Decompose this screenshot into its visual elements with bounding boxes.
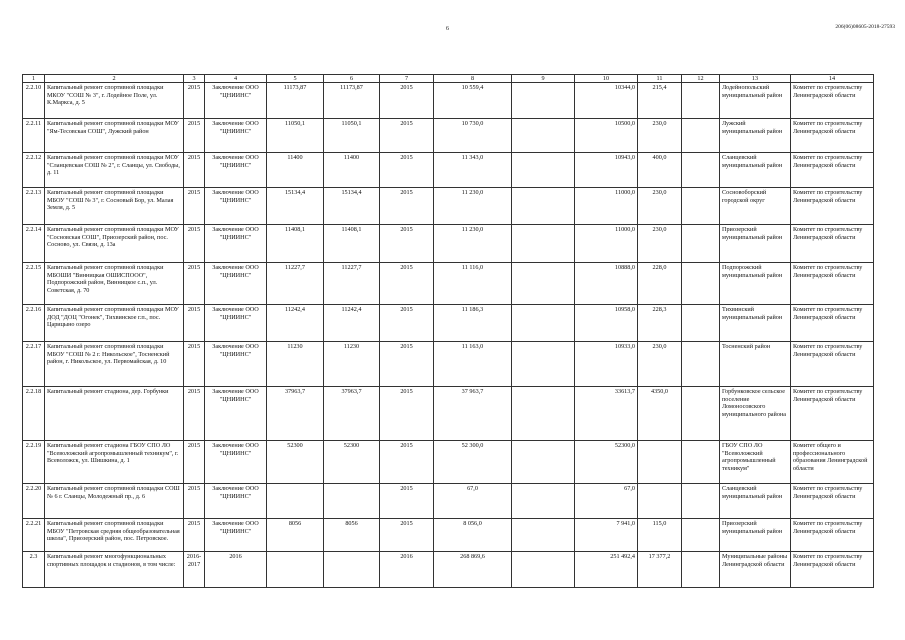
cell-c9 — [512, 153, 575, 188]
cell-c8: 11 116,0 — [434, 263, 512, 305]
cell-c9 — [512, 119, 575, 153]
cell-c8: 37 963,7 — [434, 387, 512, 441]
cell-c11: 115,0 — [638, 519, 682, 552]
cell-c5: 15134,4 — [267, 188, 324, 225]
table-row — [23, 441, 874, 484]
cell-name: Капитальный ремонт спортивной площадки МБОУ "Петровская средняя общеобразовательная школа", Приозерский район, пос. Петровское. — [45, 519, 184, 552]
cell-c8: 11 230,0 — [434, 225, 512, 263]
cell-c6: 11400 — [324, 153, 380, 188]
column-header-7: 7 — [380, 75, 434, 83]
cell-c12 — [682, 342, 720, 387]
cell-c12 — [682, 153, 720, 188]
table-row — [23, 83, 874, 119]
cell-customer: Комитет по строительству Ленинградской области — [791, 305, 874, 342]
cell-customer: Комитет общего и профессионального образования Ленинградской области — [791, 441, 874, 484]
cell-c9 — [512, 484, 575, 519]
cell-name: Капитальный ремонт стадиона ГБОУ СПО ЛО "Всеволожский агропромышленный техникум", г. Всеволожск, ул. Шишкина, д. 1 — [45, 441, 184, 484]
cell-c11: 228,3 — [638, 305, 682, 342]
column-header-5: 5 — [267, 75, 324, 83]
cell-c12 — [682, 119, 720, 153]
cell-c10: 10888,0 — [575, 263, 638, 305]
cell-district: Тихвинский муниципальный район — [720, 305, 791, 342]
table-row — [23, 342, 874, 387]
cell-year: 2015 — [184, 225, 205, 263]
column-header-12: 12 — [682, 75, 720, 83]
cell-year: 2015 — [184, 119, 205, 153]
cell-name: Капитальный ремонт спортивной площадки МБОУ "СОШ № 2 г. Никольское", Тосненский район, г. Никольское, ул. Первомайская, д. 10 — [45, 342, 184, 387]
cell-c5 — [267, 552, 324, 588]
cell-executor: Заключение ООО "ЦНИИНС" — [205, 263, 267, 305]
cell-c6: 11173,87 — [324, 83, 380, 119]
cell-c5: 11400 — [267, 153, 324, 188]
cell-c5: 52300 — [267, 441, 324, 484]
cell-name: Капитальный ремонт спортивной площадки МОУ "Сланцевская СОШ № 2", г. Сланцы, ул. Свободы, д. 11 — [45, 153, 184, 188]
cell-c11: 17 377,2 — [638, 552, 682, 588]
cell-customer: Комитет по строительству Ленинградской области — [791, 119, 874, 153]
table-row — [23, 552, 874, 588]
cell-c12 — [682, 263, 720, 305]
cell-c9 — [512, 225, 575, 263]
cell-c7: 2015 — [380, 484, 434, 519]
cell-c10: 10958,0 — [575, 305, 638, 342]
cell-customer: Комитет по строительству Ленинградской области — [791, 484, 874, 519]
cell-c7: 2015 — [380, 441, 434, 484]
cell-district: Лодейнопольский муниципальный район — [720, 83, 791, 119]
table-row — [23, 484, 874, 519]
cell-c12 — [682, 441, 720, 484]
cell-c8: 8 056,0 — [434, 519, 512, 552]
cell-year: 2016-2017 — [184, 552, 205, 588]
cell-c9 — [512, 519, 575, 552]
cell-c7: 2015 — [380, 119, 434, 153]
column-header-10: 10 — [575, 75, 638, 83]
cell-id: 2.2.18 — [23, 387, 45, 441]
cell-c9 — [512, 552, 575, 588]
cell-c11: 230,0 — [638, 225, 682, 263]
cell-district: Горбунковское сельское поселение Ломоносовского муниципального района — [720, 387, 791, 441]
cell-c5: 11227,7 — [267, 263, 324, 305]
cell-customer: Комитет по строительству Ленинградской области — [791, 83, 874, 119]
cell-c5: 11242,4 — [267, 305, 324, 342]
cell-c10: 10500,0 — [575, 119, 638, 153]
cell-c9 — [512, 441, 575, 484]
cell-customer: Комитет по строительству Ленинградской области — [791, 342, 874, 387]
cell-c10: 33613,7 — [575, 387, 638, 441]
cell-c8: 11 343,0 — [434, 153, 512, 188]
cell-c7: 2015 — [380, 83, 434, 119]
cell-district: Приозерский муниципальный район — [720, 225, 791, 263]
cell-c10: 52300,0 — [575, 441, 638, 484]
cell-id: 2.2.13 — [23, 188, 45, 225]
cell-c6: 11230 — [324, 342, 380, 387]
column-header-4: 4 — [205, 75, 267, 83]
cell-c11: 4350,0 — [638, 387, 682, 441]
cell-name: Капитальный ремонт спортивной площадки МБОУ "СОШ № 3", г. Сосновый Бор, ул. Малая Земля, д. 5 — [45, 188, 184, 225]
cell-c6: 52300 — [324, 441, 380, 484]
cell-c8: 11 230,0 — [434, 188, 512, 225]
cell-district: Сосновоборский городской округ — [720, 188, 791, 225]
table-row — [23, 153, 874, 188]
cell-district: Муниципальные районы Ленинградской области — [720, 552, 791, 588]
column-header-13: 13 — [720, 75, 791, 83]
cell-c5: 11230 — [267, 342, 324, 387]
cell-year: 2015 — [184, 263, 205, 305]
table-row — [23, 305, 874, 342]
cell-c11: 215,4 — [638, 83, 682, 119]
cell-year: 2015 — [184, 387, 205, 441]
cell-c10: 10933,0 — [575, 342, 638, 387]
cell-c6: 11227,7 — [324, 263, 380, 305]
cell-executor: Заключение ООО "ЦНИИНС" — [205, 188, 267, 225]
column-header-2: 2 — [45, 75, 184, 83]
cell-name: Капитальный ремонт спортивной площадки СОШ № 6 г. Сланцы, Молодежный пр., д. 6 — [45, 484, 184, 519]
cell-customer: Комитет по строительству Ленинградской области — [791, 263, 874, 305]
cell-c10: 10344,0 — [575, 83, 638, 119]
cell-district: Сланцевский муниципальный район — [720, 484, 791, 519]
cell-id: 2.2.19 — [23, 441, 45, 484]
cell-name: Капитальный ремонт спортивной площадки МОУ "Сосновская СОШ", Приозерский район, пос. Сосново, ул. Связи, д. 13а — [45, 225, 184, 263]
cell-id: 2.2.14 — [23, 225, 45, 263]
cell-c9 — [512, 387, 575, 441]
cell-year: 2015 — [184, 342, 205, 387]
cell-id: 2.2.16 — [23, 305, 45, 342]
program-table — [22, 74, 874, 588]
cell-id: 2.2.12 — [23, 153, 45, 188]
cell-c5: 11173,87 — [267, 83, 324, 119]
cell-c11: 400,0 — [638, 153, 682, 188]
cell-district: Подпорожский муниципальный район — [720, 263, 791, 305]
cell-customer: Комитет по строительству Ленинградской области — [791, 387, 874, 441]
cell-executor: Заключение ООО "ЦНИИНС" — [205, 519, 267, 552]
column-header-9: 9 — [512, 75, 575, 83]
cell-c8: 67,0 — [434, 484, 512, 519]
cell-year: 2015 — [184, 484, 205, 519]
cell-c10: 67,0 — [575, 484, 638, 519]
cell-district: Лужский муниципальный район — [720, 119, 791, 153]
table-row — [23, 263, 874, 305]
cell-c12 — [682, 519, 720, 552]
cell-c7: 2015 — [380, 305, 434, 342]
cell-c6: 8056 — [324, 519, 380, 552]
cell-executor: 2016 — [205, 552, 267, 588]
cell-c5: 11050,1 — [267, 119, 324, 153]
cell-c7: 2015 — [380, 225, 434, 263]
cell-id: 2.2.20 — [23, 484, 45, 519]
cell-executor: Заключение ООО "ЦНИИНС" — [205, 484, 267, 519]
cell-executor: Заключение ООО "ЦНИИНС" — [205, 83, 267, 119]
cell-name: Капитальный ремонт спортивной площадки МОУ "Ям-Тесовская СОШ", Лужский район — [45, 119, 184, 153]
column-header-1: 1 — [23, 75, 45, 83]
cell-id: 2.3 — [23, 552, 45, 588]
cell-c6 — [324, 552, 380, 588]
column-header-11: 11 — [638, 75, 682, 83]
header-row — [23, 75, 874, 83]
cell-executor: Заключение ООО "ЦНИИНС" — [205, 153, 267, 188]
cell-c11: 230,0 — [638, 119, 682, 153]
table-row — [23, 188, 874, 225]
cell-c6: 11050,1 — [324, 119, 380, 153]
column-header-8: 8 — [434, 75, 512, 83]
cell-c5: 8056 — [267, 519, 324, 552]
column-header-3: 3 — [184, 75, 205, 83]
cell-c7: 2016 — [380, 552, 434, 588]
cell-id: 2.2.17 — [23, 342, 45, 387]
cell-executor: Заключение ООО "ЦНИИНС" — [205, 441, 267, 484]
document-code: 206(06)08605-2018-27593 — [835, 24, 895, 30]
cell-c7: 2015 — [380, 387, 434, 441]
cell-c7: 2015 — [380, 188, 434, 225]
cell-customer: Комитет по строительству Ленинградской области — [791, 552, 874, 588]
cell-c10: 251 492,4 — [575, 552, 638, 588]
cell-c11: 230,0 — [638, 342, 682, 387]
cell-c8: 52 300,0 — [434, 441, 512, 484]
table-row — [23, 225, 874, 263]
cell-executor: Заключение ООО "ЦНИИНС" — [205, 119, 267, 153]
cell-name: Капитальный ремонт спортивной площадки МБОШИ "Винницкая ОШИСПООО", Подпорожский район, Винницкое с.п., ул. Советская, д. 70 — [45, 263, 184, 305]
cell-district: Тосненский район — [720, 342, 791, 387]
cell-year: 2015 — [184, 305, 205, 342]
cell-id: 2.2.15 — [23, 263, 45, 305]
cell-year: 2015 — [184, 441, 205, 484]
cell-customer: Комитет по строительству Ленинградской области — [791, 519, 874, 552]
cell-c6: 37963,7 — [324, 387, 380, 441]
cell-c6: 15134,4 — [324, 188, 380, 225]
cell-c10: 11000,0 — [575, 188, 638, 225]
page-number: 6 — [446, 26, 449, 32]
cell-c8: 11 186,3 — [434, 305, 512, 342]
cell-c8: 11 163,0 — [434, 342, 512, 387]
table-row — [23, 387, 874, 441]
cell-id: 2.2.10 — [23, 83, 45, 119]
cell-executor: Заключение ООО "ЦНИИНС" — [205, 305, 267, 342]
cell-district: ГБОУ СПО ЛО "Всеволожский агропромышленный техникум" — [720, 441, 791, 484]
cell-c6 — [324, 484, 380, 519]
cell-c7: 2015 — [380, 519, 434, 552]
cell-c6: 11242,4 — [324, 305, 380, 342]
cell-executor: Заключение ООО "ЦНИИНС" — [205, 342, 267, 387]
table-row — [23, 519, 874, 552]
cell-customer: Комитет по строительству Ленинградской области — [791, 225, 874, 263]
cell-c12 — [682, 188, 720, 225]
cell-c9 — [512, 188, 575, 225]
column-header-14: 14 — [791, 75, 874, 83]
cell-c7: 2015 — [380, 263, 434, 305]
table-body — [23, 83, 874, 588]
cell-c7: 2015 — [380, 342, 434, 387]
cell-c5: 11408,1 — [267, 225, 324, 263]
cell-c10: 10943,0 — [575, 153, 638, 188]
cell-customer: Комитет по строительству Ленинградской области — [791, 153, 874, 188]
cell-c9 — [512, 342, 575, 387]
cell-name: Капитальный ремонт спортивной площадки МКОУ "СОШ № 3", г. Лодейное Поле, ул. К.Маркса, д. 5 — [45, 83, 184, 119]
cell-c10: 7 941,0 — [575, 519, 638, 552]
cell-year: 2015 — [184, 153, 205, 188]
column-header-6: 6 — [324, 75, 380, 83]
cell-executor: Заключение ООО "ЦНИИНС" — [205, 225, 267, 263]
cell-c5: 37963,7 — [267, 387, 324, 441]
cell-c11 — [638, 441, 682, 484]
cell-c7: 2015 — [380, 153, 434, 188]
cell-c12 — [682, 83, 720, 119]
cell-c8: 10 559,4 — [434, 83, 512, 119]
cell-c12 — [682, 484, 720, 519]
cell-id: 2.2.11 — [23, 119, 45, 153]
cell-c9 — [512, 305, 575, 342]
cell-c10: 11000,0 — [575, 225, 638, 263]
cell-c11: 230,0 — [638, 188, 682, 225]
cell-c11 — [638, 484, 682, 519]
cell-customer: Комитет по строительству Ленинградской области — [791, 188, 874, 225]
cell-c8: 10 730,0 — [434, 119, 512, 153]
cell-year: 2015 — [184, 83, 205, 119]
cell-c11: 228,0 — [638, 263, 682, 305]
cell-c9 — [512, 263, 575, 305]
cell-c12 — [682, 387, 720, 441]
cell-year: 2015 — [184, 519, 205, 552]
cell-district: Сланцевский муниципальный район — [720, 153, 791, 188]
cell-c6: 11408,1 — [324, 225, 380, 263]
cell-district: Приозерский муниципальный район — [720, 519, 791, 552]
cell-id: 2.2.21 — [23, 519, 45, 552]
cell-executor: Заключение ООО "ЦНИИНС" — [205, 387, 267, 441]
cell-name: Капитальный ремонт спортивной площадки МОУ ДОД "ДОЦ "Огонек", Тихвинское г.п., пос. Царицыно озеро — [45, 305, 184, 342]
cell-year: 2015 — [184, 188, 205, 225]
cell-c12 — [682, 225, 720, 263]
cell-c12 — [682, 305, 720, 342]
cell-c8: 268 869,6 — [434, 552, 512, 588]
cell-c5 — [267, 484, 324, 519]
cell-name: Капитальный ремонт стадиона, дер. Горбунки — [45, 387, 184, 441]
cell-c9 — [512, 83, 575, 119]
table-row — [23, 119, 874, 153]
cell-c12 — [682, 552, 720, 588]
cell-name: Капитальный ремонт многофункциональных спортивных площадок и стадионов, в том числе: — [45, 552, 184, 588]
